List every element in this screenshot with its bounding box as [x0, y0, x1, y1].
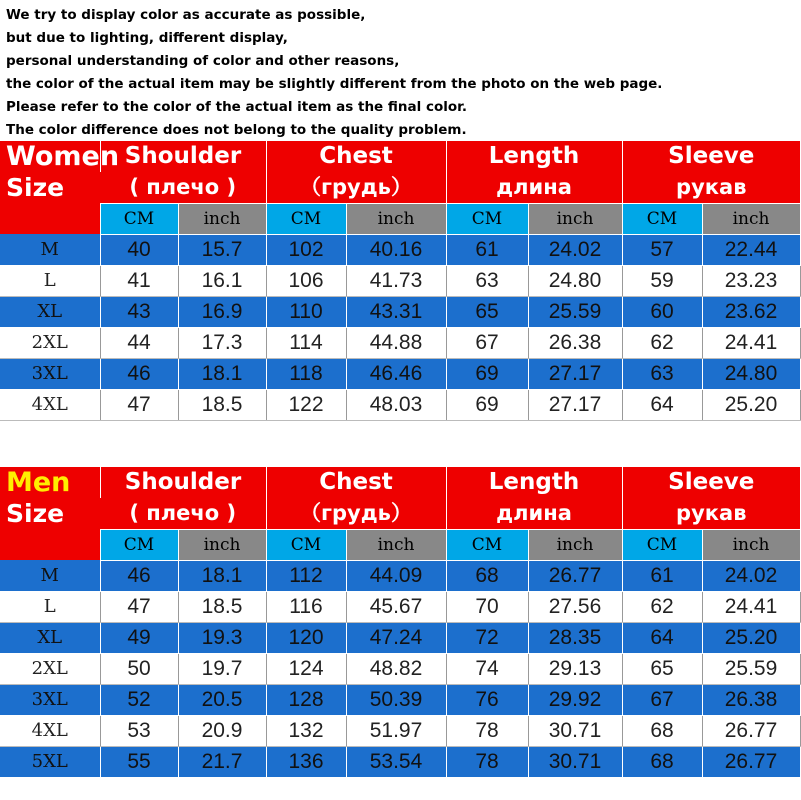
men-rows	[0, 560, 800, 777]
measurement-cell: 44	[100, 327, 178, 358]
measurement-cell: 136	[266, 746, 346, 777]
measurement-cell: 15.7	[178, 234, 266, 265]
table-row	[0, 591, 800, 622]
size-cell: 3XL	[0, 684, 100, 715]
measurement-cell: 41	[100, 265, 178, 296]
measurement-cell: 43	[100, 296, 178, 327]
measurement-cell: 24.41	[702, 591, 800, 622]
measurement-cell: 23.23	[702, 265, 800, 296]
unit-cm: CM	[446, 529, 528, 560]
measurement-cell: 112	[266, 560, 346, 591]
header-ru-row	[0, 172, 800, 203]
table-row	[0, 715, 800, 746]
measurement-cell: 62	[622, 327, 702, 358]
men-label: Men	[6, 467, 71, 498]
unit-inch: inch	[528, 529, 622, 560]
measurement-cell: 25.59	[528, 296, 622, 327]
disclaimer-line: the color of the actual item may be slightly different from the photo on the web page.	[6, 76, 663, 92]
length-header-ru: длина	[446, 172, 622, 203]
header-en-row	[0, 467, 800, 498]
measurement-cell: 46.46	[346, 358, 446, 389]
measurement-cell: 20.9	[178, 715, 266, 746]
measurement-cell: 43.31	[346, 296, 446, 327]
measurement-cell: 59	[622, 265, 702, 296]
measurement-cell: 53	[100, 715, 178, 746]
measurement-cell: 18.5	[178, 389, 266, 420]
measurement-cell: 25.59	[702, 653, 800, 684]
measurement-cell: 132	[266, 715, 346, 746]
disclaimer-line: personal understanding of color and other reasons,	[6, 53, 400, 69]
sleeve-header: Sleeve	[622, 467, 800, 498]
measurement-cell: 69	[446, 358, 528, 389]
measurement-cell: 52	[100, 684, 178, 715]
disclaimer-line: The color difference does not belong to the quality problem.	[6, 122, 467, 138]
size-label: Size	[6, 499, 65, 528]
measurement-cell: 19.3	[178, 622, 266, 653]
unit-row	[0, 529, 800, 560]
shoulder-header-ru: ( плечо )	[129, 501, 237, 526]
measurement-cell: 28.35	[528, 622, 622, 653]
table-row	[0, 653, 800, 684]
color-disclaimer	[6, 4, 662, 142]
size-cell: 2XL	[0, 653, 100, 684]
measurement-cell: 72	[446, 622, 528, 653]
measurement-cell: 26.38	[702, 684, 800, 715]
measurement-cell: 27.17	[528, 389, 622, 420]
measurement-cell: 29.92	[528, 684, 622, 715]
measurement-cell: 47	[100, 591, 178, 622]
length-header: Length	[446, 467, 622, 498]
unit-cm: CM	[622, 203, 702, 234]
shoulder-header-ru: ( плечо )	[129, 175, 237, 200]
sleeve-header-ru: рукав	[622, 498, 800, 529]
measurement-cell: 48.03	[346, 389, 446, 420]
size-cell: L	[0, 265, 100, 296]
length-header-ru: длина	[446, 498, 622, 529]
measurement-cell: 24.41	[702, 327, 800, 358]
disclaimer-line: Please refer to the color of the actual item as the final color.	[6, 99, 468, 115]
measurement-cell: 51.97	[346, 715, 446, 746]
size-cell: 5XL	[0, 746, 100, 777]
measurement-cell: 22.44	[702, 234, 800, 265]
men-size-table	[0, 467, 801, 778]
table-row	[0, 234, 800, 265]
measurement-cell: 24.02	[528, 234, 622, 265]
unit-row	[0, 203, 800, 234]
measurement-cell: 61	[446, 234, 528, 265]
table-row	[0, 684, 800, 715]
measurement-cell: 68	[622, 746, 702, 777]
measurement-cell: 26.77	[528, 560, 622, 591]
measurement-cell: 122	[266, 389, 346, 420]
measurement-cell: 26.38	[528, 327, 622, 358]
size-cell: M	[0, 560, 100, 591]
unit-inch: inch	[178, 529, 266, 560]
measurement-cell: 18.1	[178, 358, 266, 389]
table-row	[0, 265, 800, 296]
measurement-cell: 20.5	[178, 684, 266, 715]
measurement-cell: 23.62	[702, 296, 800, 327]
measurement-cell: 60	[622, 296, 702, 327]
women-size-table	[0, 141, 801, 421]
measurement-cell: 46	[100, 560, 178, 591]
measurement-cell: 27.17	[528, 358, 622, 389]
measurement-cell: 25.20	[702, 389, 800, 420]
table-row	[0, 622, 800, 653]
unit-cm: CM	[100, 529, 178, 560]
measurement-cell: 102	[266, 234, 346, 265]
measurement-cell: 120	[266, 622, 346, 653]
size-cell: 3XL	[0, 358, 100, 389]
shoulder-header: Shoulder	[100, 467, 266, 498]
measurement-cell: 24.80	[702, 358, 800, 389]
measurement-cell: 44.88	[346, 327, 446, 358]
measurement-cell: 116	[266, 591, 346, 622]
measurement-cell: 65	[622, 653, 702, 684]
measurement-cell: 30.71	[528, 715, 622, 746]
measurement-cell: 118	[266, 358, 346, 389]
gender-size-cell	[0, 467, 100, 529]
unit-inch: inch	[702, 203, 800, 234]
size-cell: M	[0, 234, 100, 265]
measurement-cell: 29.13	[528, 653, 622, 684]
women-rows	[0, 234, 800, 420]
measurement-cell: 21.7	[178, 746, 266, 777]
measurement-cell: 64	[622, 389, 702, 420]
measurement-cell: 19.7	[178, 653, 266, 684]
unit-inch: inch	[346, 529, 446, 560]
measurement-cell: 124	[266, 653, 346, 684]
measurement-cell: 30.71	[528, 746, 622, 777]
measurement-cell: 46	[100, 358, 178, 389]
measurement-cell: 74	[446, 653, 528, 684]
size-cell: XL	[0, 622, 100, 653]
measurement-cell: 53.54	[346, 746, 446, 777]
measurement-cell: 128	[266, 684, 346, 715]
measurement-cell: 78	[446, 746, 528, 777]
measurement-cell: 40.16	[346, 234, 446, 265]
women-label: Women	[6, 141, 120, 172]
table-row	[0, 358, 800, 389]
unit-inch: inch	[702, 529, 800, 560]
unit-blank	[0, 529, 100, 560]
size-label: Size	[6, 173, 65, 202]
measurement-cell: 41.73	[346, 265, 446, 296]
header-en-row	[0, 141, 800, 172]
measurement-cell: 16.9	[178, 296, 266, 327]
measurement-cell: 69	[446, 389, 528, 420]
header-ru-row	[0, 498, 800, 529]
size-cell: 4XL	[0, 715, 100, 746]
measurement-cell: 18.5	[178, 591, 266, 622]
unit-cm: CM	[266, 203, 346, 234]
measurement-cell: 47	[100, 389, 178, 420]
measurement-cell: 49	[100, 622, 178, 653]
disclaimer-line: We try to display color as accurate as possible,	[6, 7, 366, 23]
measurement-cell: 78	[446, 715, 528, 746]
unit-inch: inch	[178, 203, 266, 234]
size-cell: 2XL	[0, 327, 100, 358]
measurement-cell: 17.3	[178, 327, 266, 358]
measurement-cell: 62	[622, 591, 702, 622]
measurement-cell: 67	[446, 327, 528, 358]
size-cell: XL	[0, 296, 100, 327]
measurement-cell: 24.02	[702, 560, 800, 591]
measurement-cell: 55	[100, 746, 178, 777]
chest-header-ru: （грудь）	[266, 498, 446, 529]
measurement-cell: 65	[446, 296, 528, 327]
table-row	[0, 327, 800, 358]
gender-size-cell	[0, 141, 120, 203]
sleeve-header: Sleeve	[622, 141, 800, 172]
measurement-cell: 64	[622, 622, 702, 653]
measurement-cell: 76	[446, 684, 528, 715]
size-cell: L	[0, 591, 100, 622]
measurement-cell: 67	[622, 684, 702, 715]
unit-cm: CM	[100, 203, 178, 234]
unit-inch: inch	[346, 203, 446, 234]
measurement-cell: 70	[446, 591, 528, 622]
measurement-cell: 44.09	[346, 560, 446, 591]
unit-inch: inch	[528, 203, 622, 234]
measurement-cell: 48.82	[346, 653, 446, 684]
disclaimer-line: but due to lighting, different display,	[6, 30, 288, 46]
measurement-cell: 16.1	[178, 265, 266, 296]
measurement-cell: 63	[622, 358, 702, 389]
chest-header: Chest	[266, 141, 446, 172]
measurement-cell: 106	[266, 265, 346, 296]
table-row	[0, 389, 800, 420]
measurement-cell: 27.56	[528, 591, 622, 622]
sleeve-header-ru: рукав	[622, 172, 800, 203]
length-header: Length	[446, 141, 622, 172]
unit-cm: CM	[266, 529, 346, 560]
measurement-cell: 40	[100, 234, 178, 265]
measurement-cell: 57	[622, 234, 702, 265]
measurement-cell: 26.77	[702, 715, 800, 746]
measurement-cell: 61	[622, 560, 702, 591]
table-row	[0, 296, 800, 327]
measurement-cell: 68	[446, 560, 528, 591]
chest-header: Chest	[266, 467, 446, 498]
measurement-cell: 50.39	[346, 684, 446, 715]
unit-cm: CM	[622, 529, 702, 560]
measurement-cell: 18.1	[178, 560, 266, 591]
measurement-cell: 114	[266, 327, 346, 358]
shoulder-header: Shoulder	[100, 141, 266, 172]
measurement-cell: 45.67	[346, 591, 446, 622]
measurement-cell: 26.77	[702, 746, 800, 777]
unit-cm: CM	[446, 203, 528, 234]
measurement-cell: 50	[100, 653, 178, 684]
measurement-cell: 47.24	[346, 622, 446, 653]
unit-blank	[0, 203, 100, 234]
table-row	[0, 560, 800, 591]
measurement-cell: 63	[446, 265, 528, 296]
measurement-cell: 68	[622, 715, 702, 746]
measurement-cell: 25.20	[702, 622, 800, 653]
measurement-cell: 24.80	[528, 265, 622, 296]
size-cell: 4XL	[0, 389, 100, 420]
measurement-cell: 110	[266, 296, 346, 327]
table-row	[0, 746, 800, 777]
chest-header-ru: （грудь）	[266, 172, 446, 203]
